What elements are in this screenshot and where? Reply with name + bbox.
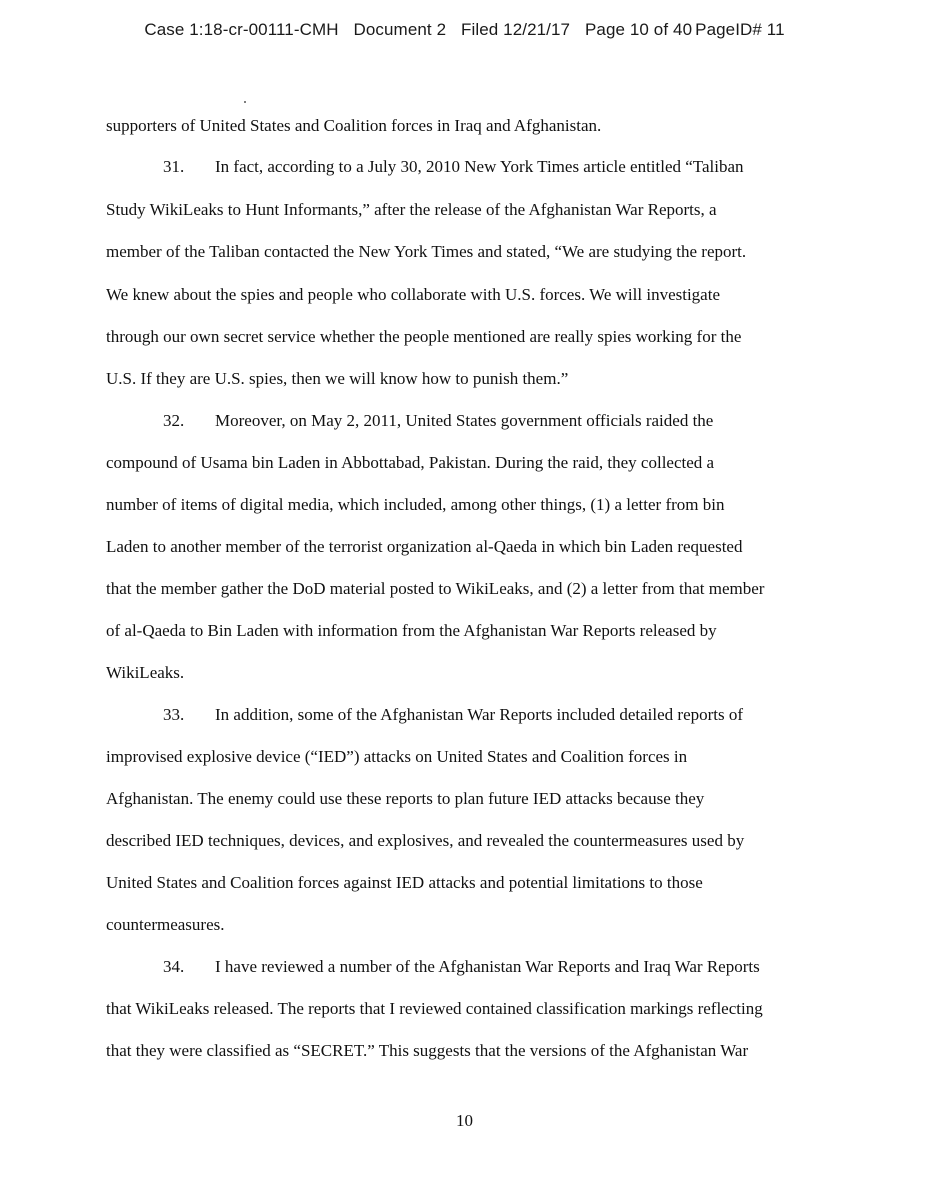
paragraph-32-first-line	[163, 411, 713, 431]
case-number: Case 1:18-cr-00111-CMH	[144, 20, 339, 39]
text-span: I have reviewed a number of the Afghanistan War Reports and Iraq War Reports	[215, 957, 760, 976]
text-line: We knew about the spies and people who collaborate with U.S. forces. We will investigate	[106, 285, 720, 304]
text-line: that the member gather the DoD material posted to WikiLeaks, and (2) a letter from that member	[106, 579, 765, 598]
filed-date: Filed 12/21/17	[460, 20, 571, 39]
text-line: countermeasures.	[106, 915, 225, 934]
text-line: number of items of digital media, which included, among other things, (1) a letter from bin	[106, 495, 725, 514]
paragraph-number: 34.	[163, 957, 185, 976]
text-line: Laden to another member of the terrorist organization al-Qaeda in which bin Laden requested	[106, 537, 743, 556]
text-line: compound of Usama bin Laden in Abbottabad, Pakistan. During the raid, they collected a	[106, 453, 715, 472]
text-line: improvised explosive device (“IED”) attacks on United States and Coalition forces in	[106, 747, 688, 766]
text-line: Study WikiLeaks to Hunt Informants,” after the release of the Afghanistan War Reports, a	[106, 200, 717, 219]
text-span: In fact, according to a July 30, 2010 New York Times article entitled “Taliban	[215, 157, 744, 176]
text-line: United States and Coalition forces against IED attacks and potential limitations to those	[106, 873, 703, 892]
text-span: Moreover, on May 2, 2011, United States government officials raided the	[215, 411, 714, 430]
case-header	[0, 20, 929, 40]
text-line: supporters of United States and Coalition forces in Iraq and Afghanistan.	[106, 116, 602, 135]
scan-speck	[244, 101, 246, 103]
text-line: of al-Qaeda to Bin Laden with information from the Afghanistan War Reports released by	[106, 621, 717, 640]
page-count: Page 10 of 40	[584, 20, 693, 39]
text-line: WikiLeaks.	[106, 663, 185, 682]
text-span: In addition, some of the Afghanistan War Reports included detailed reports of	[215, 705, 744, 724]
text-line: that WikiLeaks released. The reports that I reviewed contained classification markings reflecting	[106, 999, 763, 1018]
text-line: U.S. If they are U.S. spies, then we will know how to punish them.”	[106, 369, 569, 388]
page-id: PageID# 11	[695, 20, 785, 39]
paragraph-number: 33.	[163, 705, 185, 724]
page-number: 10	[456, 1111, 473, 1130]
paragraph-number: 32.	[163, 411, 185, 430]
paragraph-34-first-line	[163, 957, 760, 977]
text-line: that they were classified as “SECRET.” This suggests that the versions of the Afghanistan War	[106, 1041, 749, 1060]
text-line: member of the Taliban contacted the New York Times and stated, “We are studying the report.	[106, 242, 747, 261]
text-line: described IED techniques, devices, and explosives, and revealed the countermeasures used by	[106, 831, 745, 850]
paragraph-31-first-line	[163, 157, 744, 177]
paragraph-33-first-line	[163, 705, 743, 725]
text-line: through our own secret service whether the people mentioned are really spies working for the	[106, 327, 742, 346]
paragraph-number: 31.	[163, 157, 185, 176]
document-number: Document 2	[353, 20, 447, 39]
text-line: Afghanistan. The enemy could use these reports to plan future IED attacks because they	[106, 789, 705, 808]
